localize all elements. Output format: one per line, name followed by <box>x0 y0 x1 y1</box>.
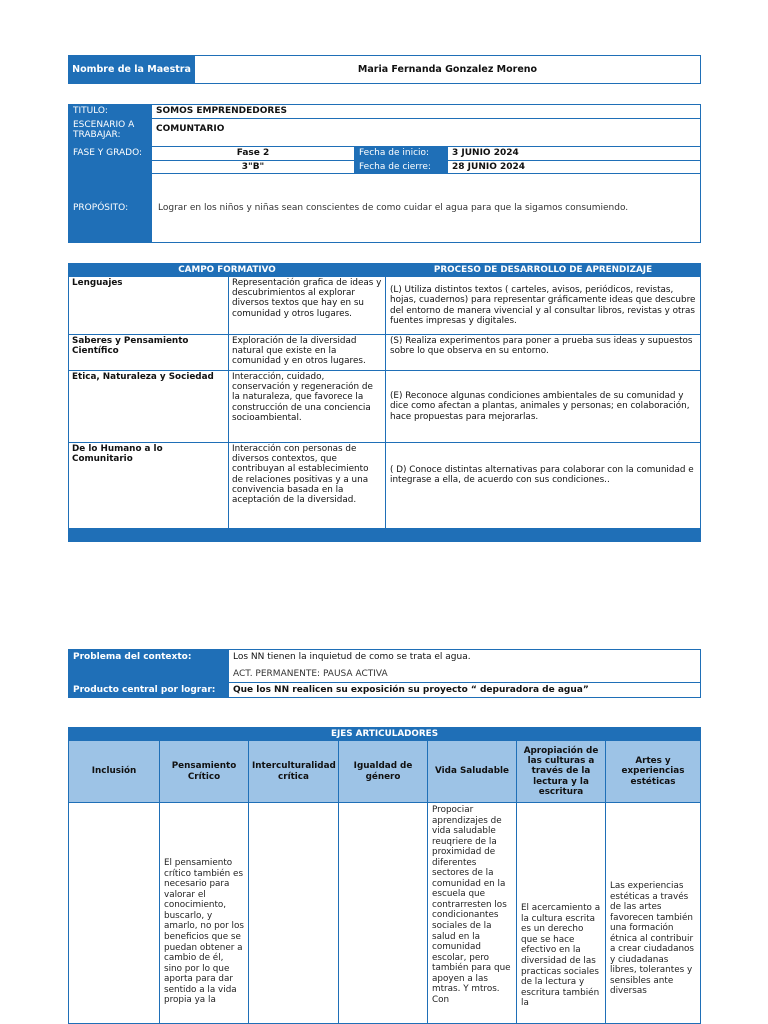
eje-header: Apropiación de las culturas a través de la lectura y la escritura <box>517 741 606 803</box>
contenido-cell: Interacción con personas de diversos contextos, que contribuyan al establecimiento de relaciones positivas y a una convivencia basada en la aceptación de la diversidad. <box>229 443 386 529</box>
table-row <box>69 443 701 529</box>
eje-header: Inclusión <box>69 741 160 803</box>
fase-value: Fase 2 <box>152 147 355 161</box>
eje-cell: El acercamiento a la cultura escrita es un derecho que se hace efectivo en la diversidad de las practicas sociales de la lectura y escritura también la <box>517 803 606 1024</box>
eje-cell <box>339 803 428 1024</box>
fase-label: FASE Y GRADO: <box>69 147 152 174</box>
eje-cell: Propociar aprendizajes de vida saludable reuqriere de la proximidad de diferentes sectores de la comunidad en la escuela que contrarresten los condicionantes sociales de la salud en la comunidad escolar, pero también para que apoyen a las mtras. Y mtros. Con <box>428 803 517 1024</box>
campo-name: De lo Humano a lo Comunitario <box>69 443 229 529</box>
contenido-cell: Interacción, cuidado, conservación y regeneración de la naturaleza, que favorece la construcción de una conciencia socioambiental. <box>229 371 386 443</box>
eje-header: Pensamiento Crítico <box>160 741 249 803</box>
teacher-bar <box>68 55 701 84</box>
eje-header: Interculturalidad crítica <box>249 741 339 803</box>
titulo-label: TITULO: <box>69 105 152 119</box>
table-row <box>69 277 701 335</box>
proceso-cell: (S) Realiza experimentos para poner a prueba sus ideas y supuestos sobre lo que observa en su entorno. <box>386 335 701 371</box>
problema-value: Los NN tienen la inquietud de como se trata el agua. <box>229 650 701 665</box>
eje-header: Artes y experiencias estéticas <box>606 741 701 803</box>
ejes-articuladores-table <box>68 727 701 1024</box>
proceso-cell: ( D) Conoce distintas alternativas para colaborar con la comunidad e integrase a ella, de acuerdo con sus condiciones.. <box>386 443 701 529</box>
proceso-header: PROCESO DE DESARROLLO DE APRENDIZAJE <box>386 264 701 277</box>
table-row <box>69 803 701 1024</box>
table-row <box>69 335 701 371</box>
campo-name: Etica, Naturaleza y Sociedad <box>69 371 229 443</box>
proposito-label: PROPÓSITO: <box>69 174 152 243</box>
contenido-cell: Representación grafica de ideas y descubrimientos al explorar diversos textos que hay en su comunidad y otros lugares. <box>229 277 386 335</box>
table-row <box>69 371 701 443</box>
campo-formativo-table <box>68 263 701 542</box>
campo-footer-bar <box>69 529 701 542</box>
proceso-cell: (E) Reconoce algunas condiciones ambientales de su comunidad y dice como afectan a plantas, animales y personas; en colaboración, hace propuestas para mejorarlas. <box>386 371 701 443</box>
campo-name: Saberes y Pensamiento Científico <box>69 335 229 371</box>
proposito-text-b: sean conscientes de como cuidar el agua para que la sigamos consumiendo. <box>281 203 629 213</box>
eje-cell <box>69 803 160 1024</box>
inicio-value: 3 JUNIO 2024 <box>448 147 701 161</box>
eje-cell: El pensamiento crítico también es necesario para valorar el conocimiento, buscarlo, y amarlo, no por los beneficios que se puedan obtener a cambio de él, sino por lo que aporta para dar sentido a la vida propia ya la <box>160 803 249 1024</box>
grado-value: 3"B" <box>152 161 355 174</box>
ejes-title: EJES ARTICULADORES <box>69 728 701 741</box>
act-permanente: ACT. PERMANENTE: PAUSA ACTIVA <box>229 665 701 682</box>
campo-header: CAMPO FORMATIVO <box>69 264 386 277</box>
cierre-value: 28 JUNIO 2024 <box>448 161 701 174</box>
teacher-label: Nombre de la Maestra <box>69 56 195 84</box>
problema-table <box>68 649 701 698</box>
inicio-label: Fecha de inicio: <box>355 147 448 161</box>
producto-value: Que los NN realicen su exposición su proyecto “ depuradora de agua” <box>229 682 701 698</box>
eje-header: Igualdad de género <box>339 741 428 803</box>
teacher-name: Maria Fernanda Gonzalez Moreno <box>195 56 701 84</box>
proceso-cell: (L) Utiliza distintos textos ( carteles, avisos, periódicos, revistas, hojas, cuadernos) para representar gráficamente ideas que descubre del entorno de manera vivencial y al consultar libros, revistas y otras fuentes impresas y digitales. <box>386 277 701 335</box>
problema-label: Problema del contexto: <box>69 650 229 683</box>
eje-header: Vida Saludable <box>428 741 517 803</box>
producto-label: Producto central por lograr: <box>69 682 229 698</box>
escenario-value: COMUNTARIO <box>152 119 701 147</box>
contenido-cell: Exploración de la diversidad natural que existe en la comunidad y en otros lugares. <box>229 335 386 371</box>
proposito-text-a: Lograr en los niños y niñas <box>158 203 282 213</box>
campo-name: Lenguajes <box>69 277 229 335</box>
proposito-value <box>152 174 701 243</box>
info-table <box>68 104 701 243</box>
escenario-label: ESCENARIO A TRABAJAR: <box>69 119 152 147</box>
cierre-label: Fecha de cierre: <box>355 161 448 174</box>
titulo-value: SOMOS EMPRENDEDORES <box>152 105 701 119</box>
eje-cell <box>249 803 339 1024</box>
eje-cell: Las experiencias estéticas a través de las artes favorecen también una formación étnica al contribuir a crear ciudadanos y ciudadanas libres, tolerantes y sensibles ante diversas <box>606 803 701 1024</box>
